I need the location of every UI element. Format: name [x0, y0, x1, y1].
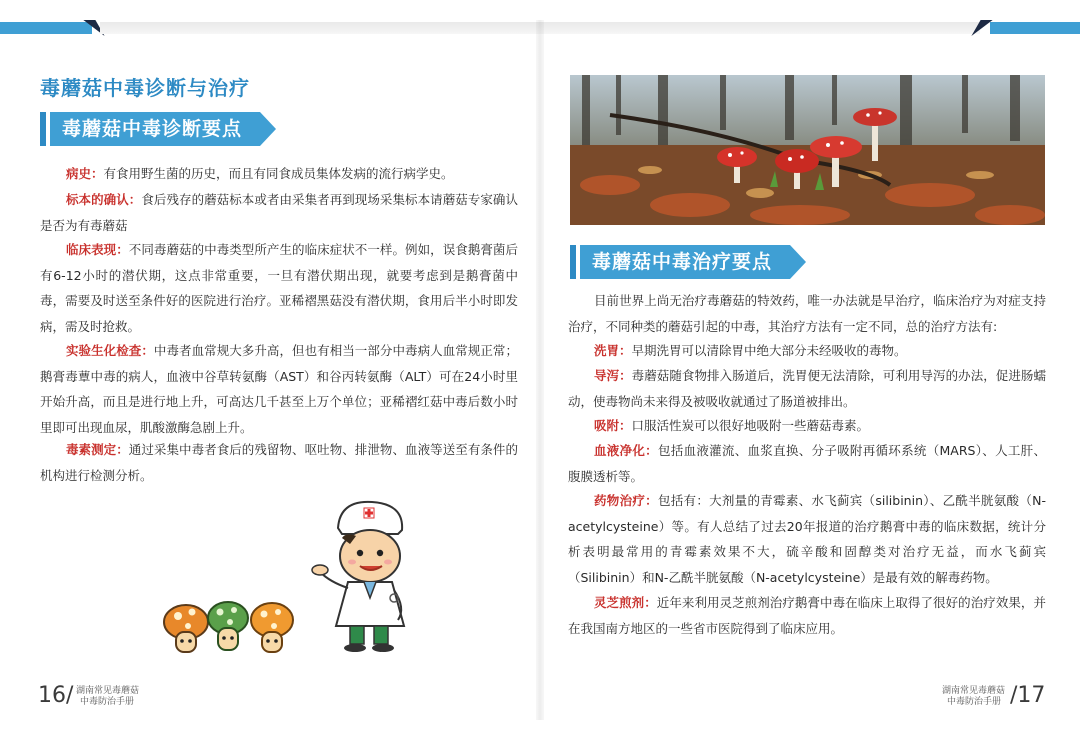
paragraph: [568, 438, 1046, 489]
paragraph-text: 包括血液灌流、血浆直换、分子吸附再循环系统（MARS）、人工肝、腹膜透析等。: [568, 443, 1046, 484]
paragraph-label: 血液净化：: [594, 443, 658, 458]
top-bar-right: [540, 22, 1080, 34]
doctor-cartoon: [310, 498, 420, 653]
paragraph: [40, 437, 518, 488]
fly-agaric-mushrooms-photo: [570, 75, 1045, 225]
paragraph: [40, 338, 518, 440]
paragraph-label: 导泻：: [594, 368, 632, 383]
paragraph-text: 有食用野生菌的历史，而且有同食成员集体发病的流行病学史。: [103, 166, 454, 181]
page-number-left: 16/: [38, 683, 74, 708]
paragraph: [568, 413, 1046, 439]
paragraph-text: 食后残存的蘑菇标本或者由采集者再到现场采集标本请蘑菇专家确认是否为有毒蘑菇: [40, 192, 518, 233]
paragraph: [568, 338, 1046, 364]
paragraph-label: 病史：: [66, 166, 104, 181]
book-spine-shadow: [536, 20, 544, 720]
footer-book-title-right: 湖南常见毒蘑菇 中毒防治手册: [942, 686, 1006, 707]
paragraph-text: 口服活性炭可以很好地吸附一些蘑菇毒素。: [631, 418, 870, 433]
paragraph-label: 药物治疗：: [594, 493, 658, 508]
paragraph: [568, 363, 1046, 414]
paragraph-text: 毒蘑菇随食物排入肠道后，洗胃便无法清除，可利用导泻的办法，促进肠蠕动，使毒物尚未来得及被吸收就通过了肠道被排出。: [568, 368, 1046, 409]
page-title: 毒蘑菇中毒诊断与治疗: [40, 76, 250, 100]
cartoon-mushrooms: [160, 598, 300, 660]
paragraph-label: 洗胃：: [594, 343, 632, 358]
section-banner-diagnosis: [40, 112, 270, 146]
page-number-right: /17: [1010, 683, 1046, 708]
paragraph-label: 实验生化检查：: [66, 343, 154, 358]
paragraph-text: 包括有：大剂量的青霉素、水飞蓟宾（silibinin）、乙酰半胱氨酸（N-acetylcysteine）等。有人总结了过去20年报道的治疗鹅膏中毒的临床数据，统计分析表明最常用的青霉素效果不大，硫辛酸和固醇类对治疗无益，而水飞蓟宾（Silibinin）和N-乙酰半胱氨酸（N-acetylcysteine）是最有效的解毒药物。: [568, 493, 1046, 585]
paragraph: [40, 161, 518, 187]
top-bar-left: [0, 22, 540, 34]
paragraph-text: 不同毒蘑菇的中毒类型所产生的临床症状不一样。例如，误食鹅膏菌后有6-12小时的潜伏期，这点非常重要，一旦有潜伏期出现，就要考虑到是鹅膏菌中毒，需要及时送至条件好的医院进行治疗。亚稀褶黑菇没有潜伏期，食用后半小时即发病，需及时抢救。: [40, 242, 518, 334]
section-title-treatment: 毒蘑菇中毒治疗要点: [580, 245, 790, 279]
mushroom-orange-left: [164, 605, 208, 652]
paragraph-text: 早期洗胃可以清除胃中绝大部分未经吸收的毒物。: [631, 343, 907, 358]
paragraph-text: 通过采集中毒者食后的残留物、呕吐物、排泄物、血液等送至有条件的机构进行检测分析。: [40, 442, 518, 483]
paragraph-text: 中毒者血常规大多升高，但也有相当一部分中毒病人血常规正常；鹅膏毒蕈中毒的病人，血液中谷草转氨酶（AST）和谷丙转氨酶（ALT）可在24小时里开始升高，而且是进行地上升，可高达几千甚至上万个单位；亚稀褶红菇中毒后数小时里即可出现血尿，肌酸激酶急剧上升。: [40, 343, 518, 435]
paragraph-label: 临床表现：: [66, 242, 129, 257]
section-banner-treatment: [570, 245, 800, 279]
paragraph: [568, 590, 1046, 641]
footer-book-title-left: 湖南常见毒蘑菇 中毒防治手册: [76, 686, 140, 707]
paragraph-label: 吸附：: [594, 418, 632, 433]
paragraph: [40, 187, 518, 238]
treatment-intro: 目前世界上尚无治疗毒蘑菇的特效药，唯一办法就是早治疗，临床治疗为对症支持治疗，不同种类的蘑菇引起的中毒，其治疗方法有一定不同，总的治疗方法有:: [568, 293, 1046, 334]
mushroom-green-middle: [208, 602, 248, 650]
section-title-diagnosis: 毒蘑菇中毒诊断要点: [50, 112, 260, 146]
paragraph: [40, 237, 518, 339]
paragraph-label: 灵芝煎剂：: [594, 595, 657, 610]
paragraph: [568, 488, 1046, 590]
paragraph-label: 标本的确认：: [66, 192, 142, 207]
mushroom-orange-right: [251, 603, 293, 652]
paragraph-text: 近年来利用灵芝煎剂治疗鹅膏中毒在临床上取得了很好的治疗效果，并在我国南方地区的一些省市医院得到了临床应用。: [568, 595, 1046, 636]
paragraph-label: 毒素测定：: [66, 442, 129, 457]
